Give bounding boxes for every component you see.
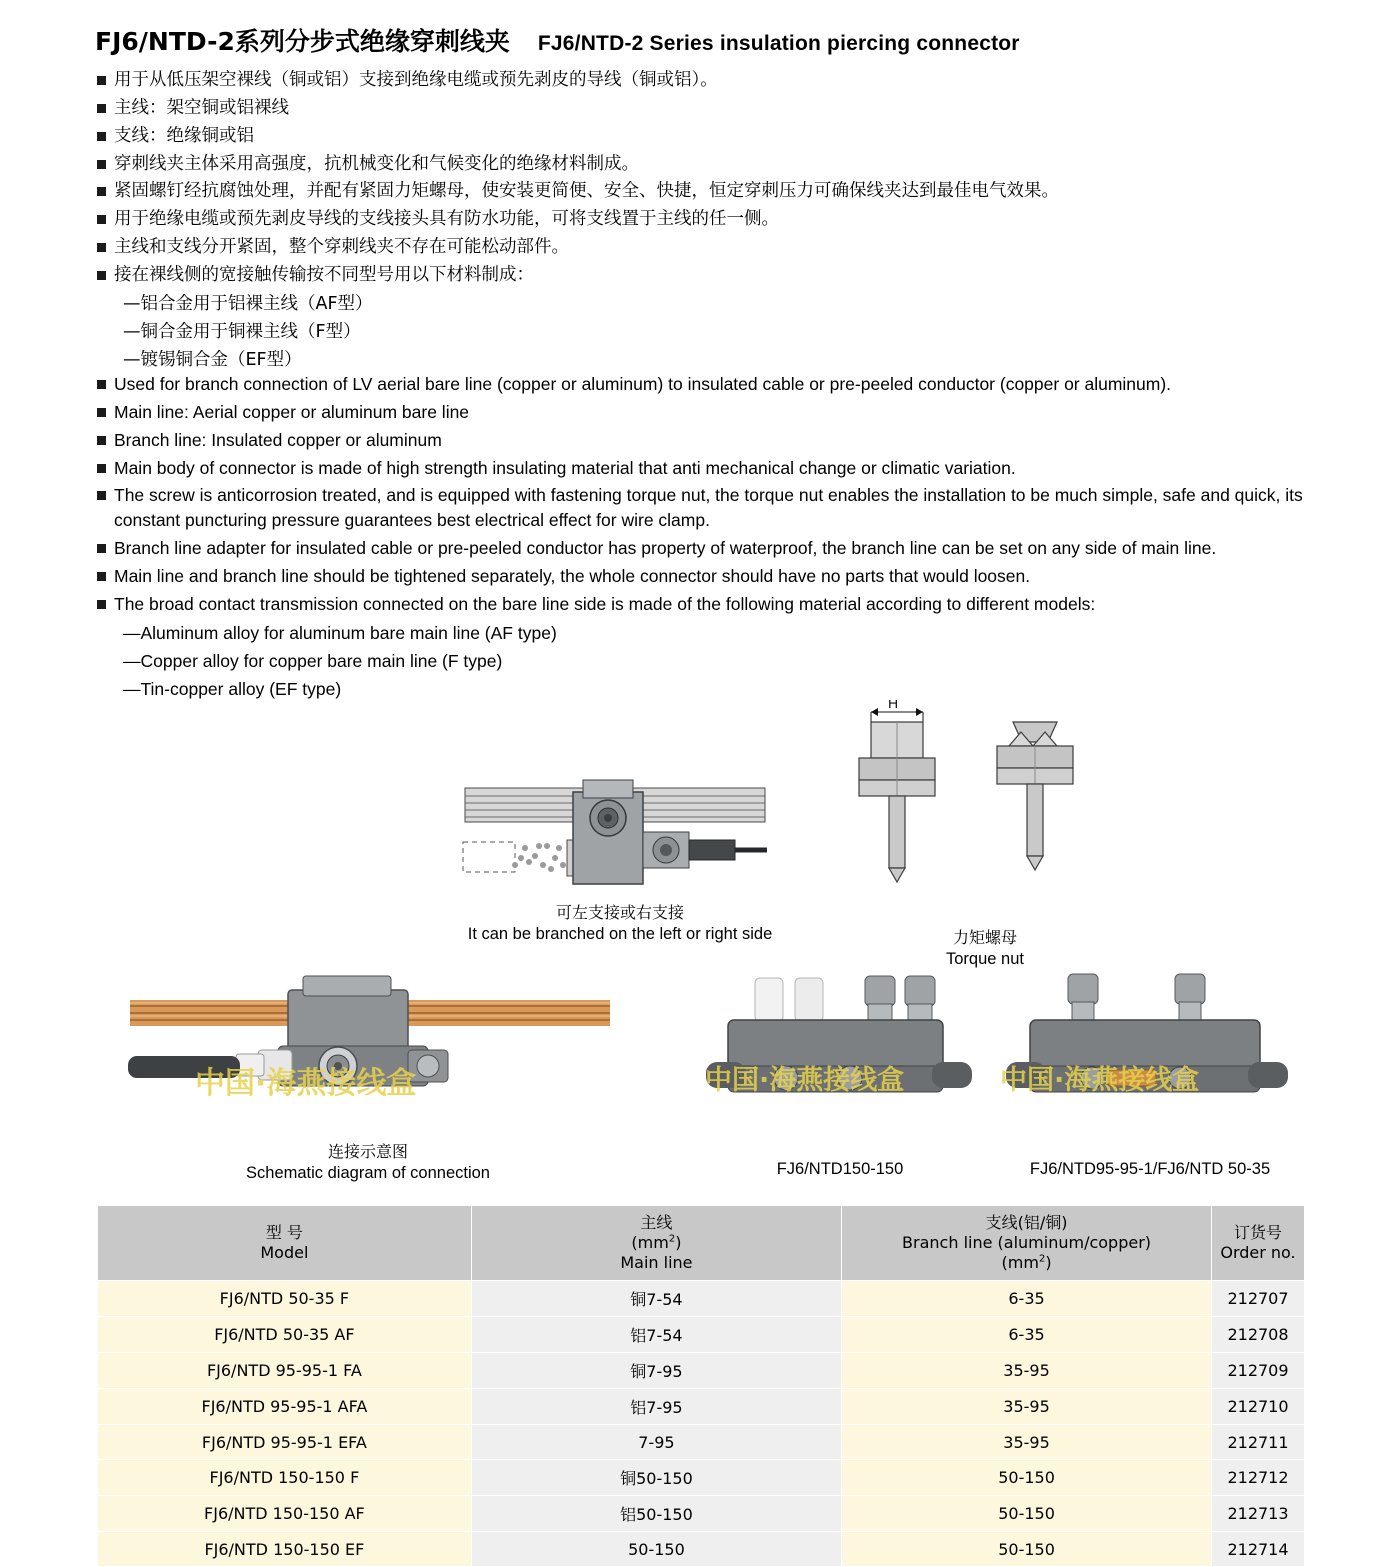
list-item <box>97 96 1312 121</box>
bullet-square-icon <box>97 436 106 445</box>
list-item-text: Used for branch connection of LV aerial bare line (copper or aluminum) to insulated cable or pre-peeled conductor (copper or aluminum). <box>114 374 1172 394</box>
list-item <box>97 536 1312 561</box>
table-row <box>98 1389 1305 1425</box>
cell-branch-line: 50-150 <box>842 1532 1212 1567</box>
list-item <box>97 152 1312 177</box>
list-item-text: Main line and branch line should be tightened separately, the whole connector should have no parts that would loosen. <box>114 565 1031 586</box>
bullet-square-icon <box>97 380 106 389</box>
cell-branch-line: 6-35 <box>842 1281 1212 1317</box>
photo-product-95-95-50-35 <box>1000 970 1290 1140</box>
cell-branch-line: 35-95 <box>842 1389 1212 1425</box>
bullet-square-icon <box>97 544 106 553</box>
cell-order-no: 212714 <box>1211 1532 1304 1567</box>
connection-photo <box>118 962 618 1134</box>
bullet-square-icon <box>97 491 106 500</box>
col-header-order-en: Order no. <box>1220 1243 1296 1262</box>
table-row <box>98 1532 1305 1567</box>
list-item-text: The broad contact transmission connected on the bare line side is made of the following material according to different models: <box>114 593 1096 614</box>
figure-torque-nut <box>845 700 1125 930</box>
caption-label: FJ6/NTD150-150 <box>776 1160 904 1178</box>
caption-cn: 可左支接或右支接 <box>555 903 684 922</box>
list-item <box>97 483 1312 533</box>
list-item-text: Branch line: Insulated copper or aluminum <box>114 429 442 450</box>
list-item-text: Main body of connector is made of high strength insulating material that anti mechanical change or climatic variation. <box>114 457 1016 478</box>
bullet-square-icon <box>97 600 106 609</box>
col-header-branch-en: Branch line (aluminum/copper) <box>902 1233 1152 1252</box>
watermark: 中国·海燕接线盒 <box>1000 1065 1200 1096</box>
list-item-text: 接在裸线侧的宽接触传输按不同型号用以下材料制成： <box>114 264 534 285</box>
cell-main-line: 铝50-150 <box>471 1496 841 1532</box>
list-item-text: 紧固螺钉经抗腐蚀处理，并配有紧固力矩螺母，使安装更简便、安全、快捷，恒定穿刺压力可确保线夹达到最佳电气效果。 <box>114 181 1059 202</box>
cell-order-no: 212712 <box>1211 1460 1304 1496</box>
bullet-square-icon <box>97 187 106 196</box>
page-title-en: FJ6/NTD-2 Series insulation piercing connector <box>537 32 1020 55</box>
table-row <box>98 1425 1305 1460</box>
bullet-square-icon <box>97 132 106 141</box>
page-title <box>95 22 1020 58</box>
col-header-branch-cn: 支线(铝/铜) <box>985 1213 1068 1232</box>
feature-list-cn <box>97 68 1312 376</box>
cell-main-line: 铝7-95 <box>471 1389 841 1425</box>
bullet-square-icon <box>97 572 106 581</box>
page-title-cn: FJ6/NTD-2系列分步式绝缘穿刺线夹 <box>95 27 510 56</box>
list-item <box>97 68 1312 93</box>
table-row <box>98 1460 1305 1496</box>
photo-connection-schematic-caption <box>118 1142 618 1184</box>
list-item <box>97 124 1312 149</box>
sub-item-text: —镀锡铜合金（EF型） <box>123 350 302 371</box>
list-item <box>97 263 1312 288</box>
cell-order-no: 212708 <box>1211 1317 1304 1353</box>
list-item-text: 用于绝缘电缆或预先剥皮导线的支线接头具有防水功能，可将支线置于主线的任一侧。 <box>114 209 779 230</box>
col-header-main-line <box>471 1206 841 1281</box>
list-item-text: 主线：架空铜或铝裸线 <box>114 97 289 118</box>
cell-main-line: 铜50-150 <box>471 1460 841 1496</box>
bullet-square-icon <box>97 408 106 417</box>
caption-en: Torque nut <box>946 949 1024 968</box>
caption-cn: 连接示意图 <box>327 1142 408 1161</box>
col-header-order-cn: 订货号 <box>1233 1223 1282 1242</box>
cell-model: FJ6/NTD 95-95-1 FA <box>98 1353 472 1389</box>
photo-product-150-150-caption <box>690 1160 990 1179</box>
list-item-text: 支线：绝缘铜或铝 <box>114 125 254 146</box>
cell-model: FJ6/NTD 150-150 AF <box>98 1496 472 1532</box>
cell-branch-line: 35-95 <box>842 1425 1212 1460</box>
figure-torque-nut-caption <box>860 928 1110 970</box>
bullet-square-icon <box>97 160 106 169</box>
cell-branch-line: 35-95 <box>842 1353 1212 1389</box>
list-item-text: 用于从低压架空裸线（铜或铝）支接到绝缘电缆或预先剥皮的导线（铜或铝）。 <box>114 70 718 90</box>
list-item <box>97 592 1312 617</box>
col-header-branch-unit: $(mm^2)$ <box>1001 1253 1052 1272</box>
torque-nut-drawing <box>845 700 1125 930</box>
caption-cn: 力矩螺母 <box>952 928 1017 947</box>
list-item-text: The screw is anticorrosion treated, and is equipped with fastening torque nut, the torque nut enables the installation to be much simple, safe and quick, its constant puncturing pressure guarantees best electrical effect for wire clamp. <box>114 485 1303 531</box>
list-item-text: 穿刺线夹主体采用高强度，抗机械变化和气候变化的绝缘材料制成。 <box>114 153 639 174</box>
svg-text:H: H <box>887 700 899 711</box>
cell-order-no: 212711 <box>1211 1425 1304 1460</box>
cell-main-line: 50-150 <box>471 1532 841 1567</box>
list-item <box>97 456 1312 481</box>
cell-branch-line: 50-150 <box>842 1496 1212 1532</box>
watermark: 中国·海燕接线盒 <box>705 1065 905 1096</box>
bullet-square-icon <box>97 243 106 252</box>
cell-order-no: 212710 <box>1211 1389 1304 1425</box>
list-item <box>97 235 1312 260</box>
cell-model: FJ6/NTD 95-95-1 EFA <box>98 1425 472 1460</box>
sub-item-text: —Aluminum alloy for aluminum bare main line (AF type) <box>123 622 557 643</box>
cell-order-no: 212713 <box>1211 1496 1304 1532</box>
col-header-order-no <box>1211 1206 1304 1281</box>
caption-en: Schematic diagram of connection <box>246 1163 490 1182</box>
col-header-branch-line <box>842 1206 1212 1281</box>
table-row <box>98 1317 1305 1353</box>
bullet-square-icon <box>97 104 106 113</box>
list-item <box>97 400 1312 425</box>
photo-connection-schematic <box>118 962 618 1134</box>
list-item <box>97 207 1312 232</box>
col-header-main-en: Main line <box>620 1253 693 1272</box>
sub-item-text: —Copper alloy for copper bare main line (F type) <box>123 650 503 671</box>
cell-model: FJ6/NTD 150-150 EF <box>98 1532 472 1567</box>
list-item <box>97 372 1312 397</box>
bullet-square-icon <box>97 464 106 473</box>
watermark: 中国·海燕接线盒 <box>195 1066 417 1101</box>
list-item-text: Branch line adapter for insulated cable or pre-peeled conductor has property of waterproof, the branch line can be set on any side of main line. <box>114 538 1217 559</box>
cell-order-no: 212709 <box>1211 1353 1304 1389</box>
col-header-model-cn: 型 号 <box>265 1223 303 1242</box>
photo-product-150-150 <box>700 970 975 1140</box>
caption-en: It can be branched on the left or right side <box>467 924 773 943</box>
table-row <box>98 1496 1305 1532</box>
cell-order-no: 212707 <box>1211 1281 1304 1317</box>
cell-main-line: 7-95 <box>471 1425 841 1460</box>
cell-main-line: 铝7-54 <box>471 1317 841 1353</box>
col-header-model-en: Model <box>260 1243 309 1262</box>
cell-model: FJ6/NTD 150-150 F <box>98 1460 472 1496</box>
col-header-main-cn: 主线 <box>640 1213 673 1232</box>
table-body <box>98 1281 1305 1567</box>
col-header-model <box>98 1206 472 1281</box>
bullet-square-icon <box>97 215 106 224</box>
list-item-text: Main line: Aerial copper or aluminum bare line <box>114 401 470 422</box>
feature-list-en <box>97 372 1312 704</box>
list-item <box>97 179 1312 204</box>
cell-model: FJ6/NTD 95-95-1 AFA <box>98 1389 472 1425</box>
cell-model: FJ6/NTD 50-35 AF <box>98 1317 472 1353</box>
col-header-main-unit: $(mm^2)$ <box>631 1233 682 1252</box>
product-photo-95-95 <box>1000 970 1290 1140</box>
sub-item-text: —铜合金用于铜裸主线（F型） <box>123 322 361 342</box>
cell-branch-line: 6-35 <box>842 1317 1212 1353</box>
cell-main-line: 铜7-95 <box>471 1353 841 1389</box>
figure-branch-direction-caption <box>420 903 820 945</box>
list-item-text: 主线和支线分开紧固，整个穿刺线夹不存在可能松动部件。 <box>114 237 569 258</box>
table-row <box>98 1281 1305 1317</box>
table-header-row <box>98 1206 1305 1281</box>
product-photo-150-150 <box>700 970 975 1140</box>
list-item <box>97 428 1312 453</box>
table-row <box>98 1353 1305 1389</box>
caption-label: FJ6/NTD95-95-1/FJ6/NTD 50-35 <box>1029 1160 1271 1178</box>
cell-model: FJ6/NTD 50-35 F <box>98 1281 472 1317</box>
photo-product-95-95-50-35-caption <box>985 1160 1315 1179</box>
cell-main-line: 铜7-54 <box>471 1281 841 1317</box>
bullet-square-icon <box>97 76 106 85</box>
sub-item-text: —Tin-copper alloy (EF type) <box>123 679 342 700</box>
bullet-square-icon <box>97 271 106 280</box>
cell-branch-line: 50-150 <box>842 1460 1212 1496</box>
sub-item-text: —铝合金用于铝裸主线（AF型） <box>123 293 373 314</box>
table-header <box>98 1206 1305 1281</box>
list-item <box>97 564 1312 589</box>
specification-table <box>97 1205 1305 1567</box>
